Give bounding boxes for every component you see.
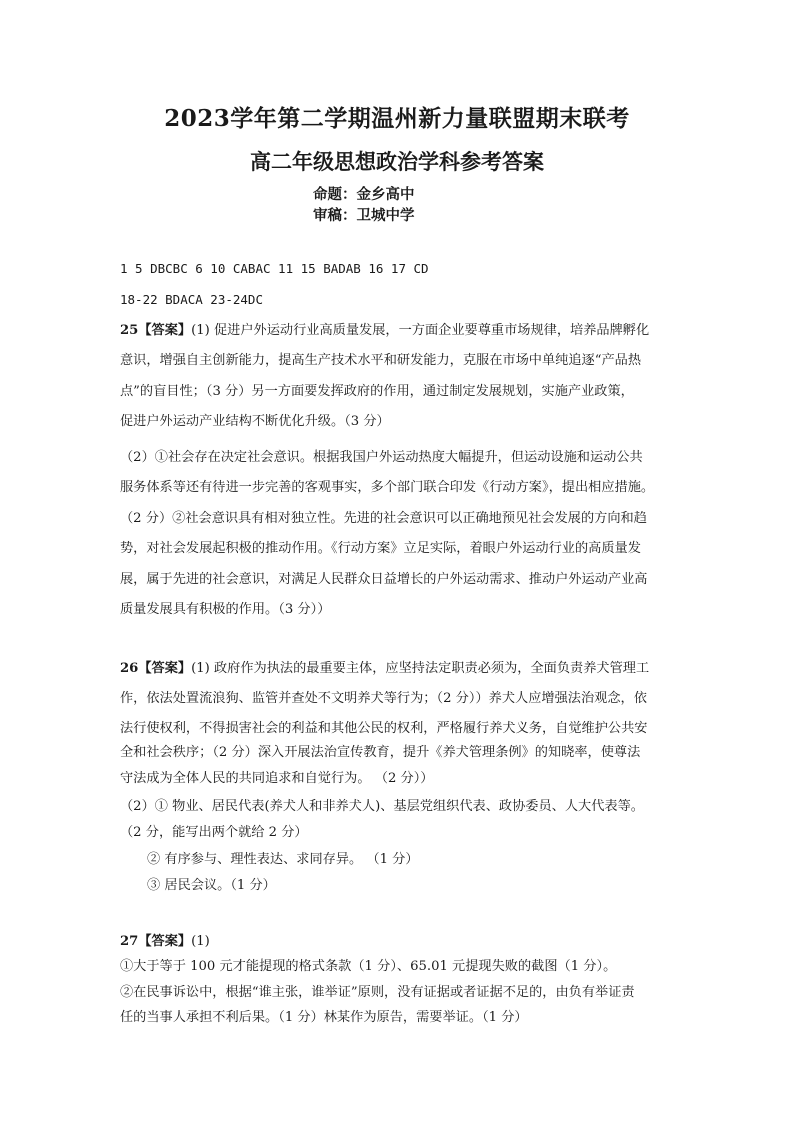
q27-line bbox=[120, 935, 210, 948]
choice-keys-line-2: 18-22 BDACA 23-24DC bbox=[120, 292, 263, 307]
q26-line: ③ 居民会议。（1 分） bbox=[147, 878, 276, 893]
q25-line: 服务体系等还有待进一步完善的客观事实，多个部门联合印发《行动方案》，提出相应措施。 bbox=[120, 480, 655, 495]
q27-heading: 27【答案】 bbox=[120, 934, 192, 949]
q25-line: （2 分）②社会意识具有相对独立性。先进的社会意识可以正确地预见社会发展的方向和趋 bbox=[120, 511, 647, 526]
q25-line: 势，对社会发展起积极的推动作用。《行动方案》立足实际，着眼户外运动行业的高质量发 bbox=[120, 541, 641, 556]
q27-line: ②在民事诉讼中，根据“谁主张，谁举证”原则，没有证据或者证据不足的，由负有举证责 bbox=[120, 985, 635, 1000]
reviewer-line: 审稿：卫城中学 bbox=[313, 207, 415, 224]
q25-line-text: (1) 促进户外运动行业高质量发展，一方面企业要尊重市场规律，培养品牌孵化 bbox=[191, 323, 650, 338]
q25-line: 质量发展具有积极的作用。（3 分）） bbox=[120, 602, 331, 617]
q26-line: 法行使权利，不得损害社会的利益和其他公民的权利，严格履行养犬义务，自觉维护公共安 bbox=[120, 721, 648, 736]
q26-line: （2 分，能写出两个就给 2 分） bbox=[120, 825, 308, 840]
q26-line: 作，依法处置流浪狗、监管并查处不文明养犬等行为；（2 分））养犬人应增强法治观念，依 bbox=[120, 691, 647, 706]
q26-line: 守法成为全体人民的共同追求和自觉行为。 （2 分）） bbox=[120, 771, 434, 786]
q25-line: 意识，增强自主创新能力，提高生产技术水平和研发能力，克服在市场中单纯追逐“产品热 bbox=[120, 353, 642, 368]
q26-line: （2）① 物业、居民代表(养犬人和非养犬人)、基层党组织代表、政协委员、人大代表等。 bbox=[120, 799, 644, 814]
page-subtitle: 高二年级思想政治学科参考答案 bbox=[250, 149, 544, 174]
q25-heading: 25【答案】 bbox=[120, 323, 192, 338]
author-line: 命题：金乡高中 bbox=[313, 186, 415, 203]
q25-line bbox=[120, 324, 649, 337]
q25-line: 点”的盲目性；（3 分）另一方面要发挥政府的作用，通过制定发展规划，实施产业政策， bbox=[120, 384, 634, 399]
q26-heading: 26【答案】 bbox=[120, 661, 192, 676]
page-title: 2023学年第二学期温州新力量联盟期末联考 bbox=[164, 105, 630, 132]
q25-line: 促进户外运动产业结构不断优化升级。（3 分） bbox=[120, 414, 390, 429]
choice-keys-line-1: 1 5 DBCBC 6 10 CABAC 11 15 BADAB 16 17 CD bbox=[120, 261, 429, 276]
q26-line bbox=[120, 662, 649, 675]
q26-line: ② 有序参与、理性表达、求同存异。 （1 分） bbox=[147, 852, 419, 867]
q26-line: 全和社会秩序；（2 分）深入开展法治宣传教育，提升《养犬管理条例》的知晓率，使尊法 bbox=[120, 745, 641, 760]
q25-line: 展，属于先进的社会意识，对满足人民群众日益增长的户外运动需求、推动户外运动产业高 bbox=[120, 572, 648, 587]
q26-line-text: (1) 政府作为执法的最重要主体，应坚持法定职责必须为，全面负责养犬管理工 bbox=[191, 661, 650, 676]
q27-line: 任的当事人承担不利后果。（1 分）林某作为原告，需要举证。（1 分） bbox=[120, 1010, 528, 1025]
q27-line-text: (1) bbox=[191, 934, 210, 949]
q27-line: ①大于等于 100 元才能提现的格式条款（1 分）、65.01 元提现失败的截图（1 分）。 bbox=[120, 959, 617, 974]
q25-line: （2）①社会存在决定社会意识。根据我国户外运动热度大幅提升，但运动设施和运动公共 bbox=[120, 450, 643, 465]
